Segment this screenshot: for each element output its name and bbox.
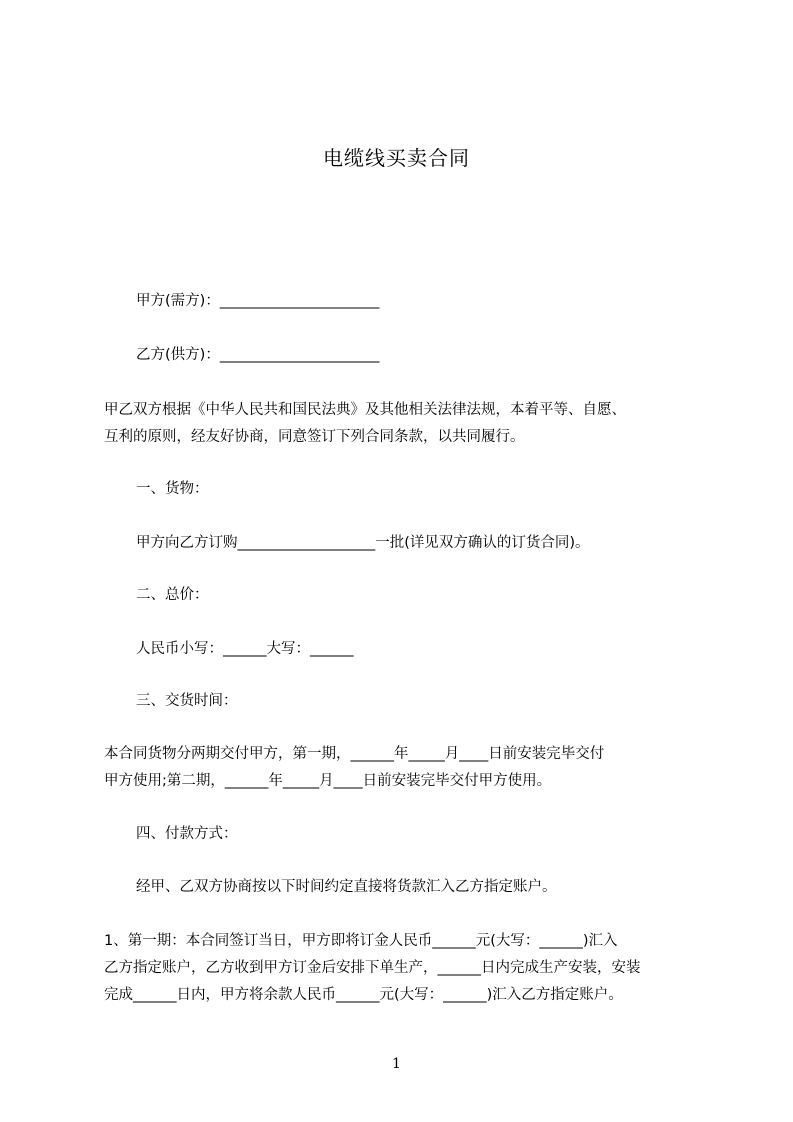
section-4-text: 经甲、乙双方协商按以下时间约定直接将货款汇入乙方指定账户。 bbox=[136, 879, 557, 895]
section-3-line-2: 甲方使用;第二期，______年_____月____日前安装完毕交付甲方使用。 bbox=[104, 773, 552, 789]
contract-title: 电缆线买卖合同 bbox=[323, 146, 470, 170]
section-1-heading: 一、货物： bbox=[136, 481, 209, 497]
section-3-line-1: 本合同货物分两期交付甲方，第一期，______年_____月____日前安装完毕交付 bbox=[104, 746, 605, 762]
intro-line-2: 互利的原则，经友好协商，同意签订下列合同条款，以共同履行。 bbox=[104, 429, 525, 445]
section-2-text: 人民币小写：______大写：______ bbox=[136, 641, 354, 657]
party-a-field: 甲方(需方)：______________________ bbox=[136, 293, 380, 309]
section-1-text: 甲方向乙方订购___________________一批(详见双方确认的订货合同)。 bbox=[136, 535, 590, 551]
intro-line-1: 甲乙双方根据《中华人民共和国民法典》及其他相关法律法规，本着平等、自愿、 bbox=[104, 402, 626, 418]
section-4-item-1-line-3: 完成______日内，甲方将余款人民币______元(大写：______)汇入乙方指定账户。 bbox=[104, 987, 623, 1003]
section-2-heading: 二、总价： bbox=[136, 587, 209, 603]
section-3-heading: 三、交货时间： bbox=[136, 693, 238, 709]
section-4-item-1-line-2: 乙方指定账户，乙方收到甲方订金后安排下单生产，______日内完成生产安装，安装 bbox=[104, 960, 641, 976]
page-number: 1 bbox=[392, 1056, 401, 1072]
party-b-field: 乙方(供方)：______________________ bbox=[136, 347, 380, 363]
section-4-heading: 四、付款方式： bbox=[136, 826, 238, 842]
section-4-item-1-line-1: 1、第一期：本合同签订当日，甲方即将订金人民币______元(大写：______)汇入 bbox=[104, 933, 618, 949]
